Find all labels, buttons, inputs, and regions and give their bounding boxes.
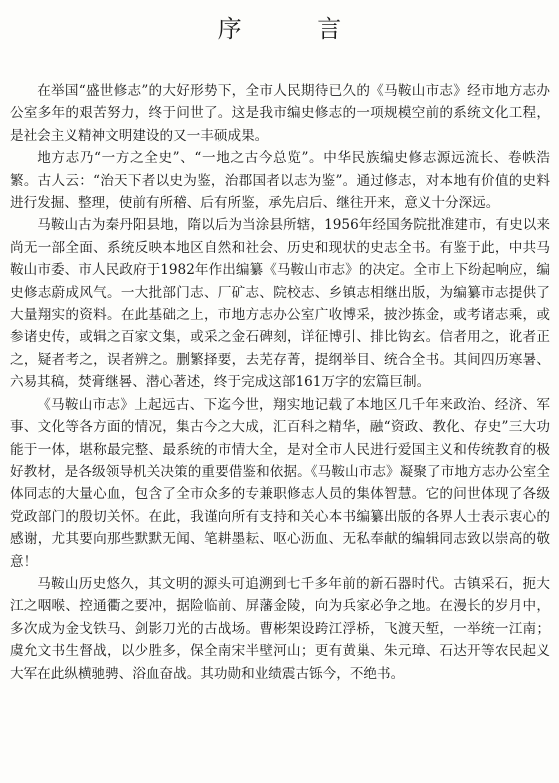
paragraph: 马鞍山古为秦丹阳县地，隋以后为当涂县所辖，1956年经国务院批准建市，有史以来尚无一部全面、系统反映本地区自然和社会、历史和现状的史志全书。有鉴于此，中共马鞍山市委、市人民政府于1982年作出编纂《马鞍山市志》的决定。全市上下纷起响应，编史修志蔚成风气。一大批部门志、厂矿志、院校志、乡镇志相继出版，为编纂市志提供了大量翔实的资料。在此基础之上，市地方志办公室广收博采，披沙拣金，或考诸志乘，或参诸史传，或辑之百家文集，或采之金石碑刻，详征博引、排比钩玄。信者用之，讹者正之，疑者考之，误者辨之。删繁择要，去芜存菁，提纲举目、统合全书。其间四历寒暑、六易其稿，焚膏继晷、潜心著述，终于完成这部161万字的宏篇巨制。: [10, 217, 550, 391]
paragraph: 地方志乃“一方之全史”、“一地之古今总览”。中华民族编史修志源远流长、卷帙浩繁。古人云：“治天下者以史为鉴，治郡国者以志为鉴”。通过修志，对本地有价值的史料进行发掘、整理，使前有所稽、后有所鉴，承先启后、继往开来，意义十分深远。: [10, 150, 550, 212]
page-title: 序 言: [217, 15, 376, 43]
preface-body: [10, 80, 550, 685]
paragraph: 马鞍山历史悠久，其文明的源头可追溯到七千多年前的新石器时代。古镇采石，扼大江之咽喉、控通衢之要冲，据险临前、屏藩金陵，向为兵家必争之地。在漫长的岁月中，多次成为金戈铁马、剑影刀光的古战场。曹彬架设跨江浮桥，飞渡天堑，一举统一江南；虞允文书生督战，以少胜多，保全南宋半壁河山；更有黄巢、朱元璋、石达开等农民起义大军在此纵横驰骋、浴血奋战。其功勋和业绩震古铄今，不绝书。: [10, 575, 550, 682]
paragraph: 《马鞍山市志》上起远古、下迄今世，翔实地记载了本地区几千年来政治、经济、军事、文化等各方面的情况，集古今之大成，汇百科之精华，融“资政、教化、存史”三大功能于一体，堪称最完整、最系统的市情大全，是对全市人民进行爱国主义和传统教育的极好教材，是各级领导机关决策的重要借鉴和依据。《马鞍山市志》凝聚了市地方志办公室全体同志的大量心血，包含了全市众多的专兼职修志人员的集体智慧。它的问世体现了各级党政部门的殷切关怀。在此，我谨向所有支持和关心本书编纂出版的各界人士表示衷心的感谢，尤其要向那些默默无闻、笔耕墨耘、呕心沥血、无私奉献的编辑同志致以崇高的敬意！: [10, 396, 550, 570]
paragraph: 在举国“盛世修志”的大好形势下，全市人民期待已久的《马鞍山市志》经市地方志办公室多年的艰苦努力，终于问世了。这是我市编史修志的一项规模空前的系统文化工程，是社会主义精神文明建设的又一丰硕成果。: [10, 83, 550, 144]
